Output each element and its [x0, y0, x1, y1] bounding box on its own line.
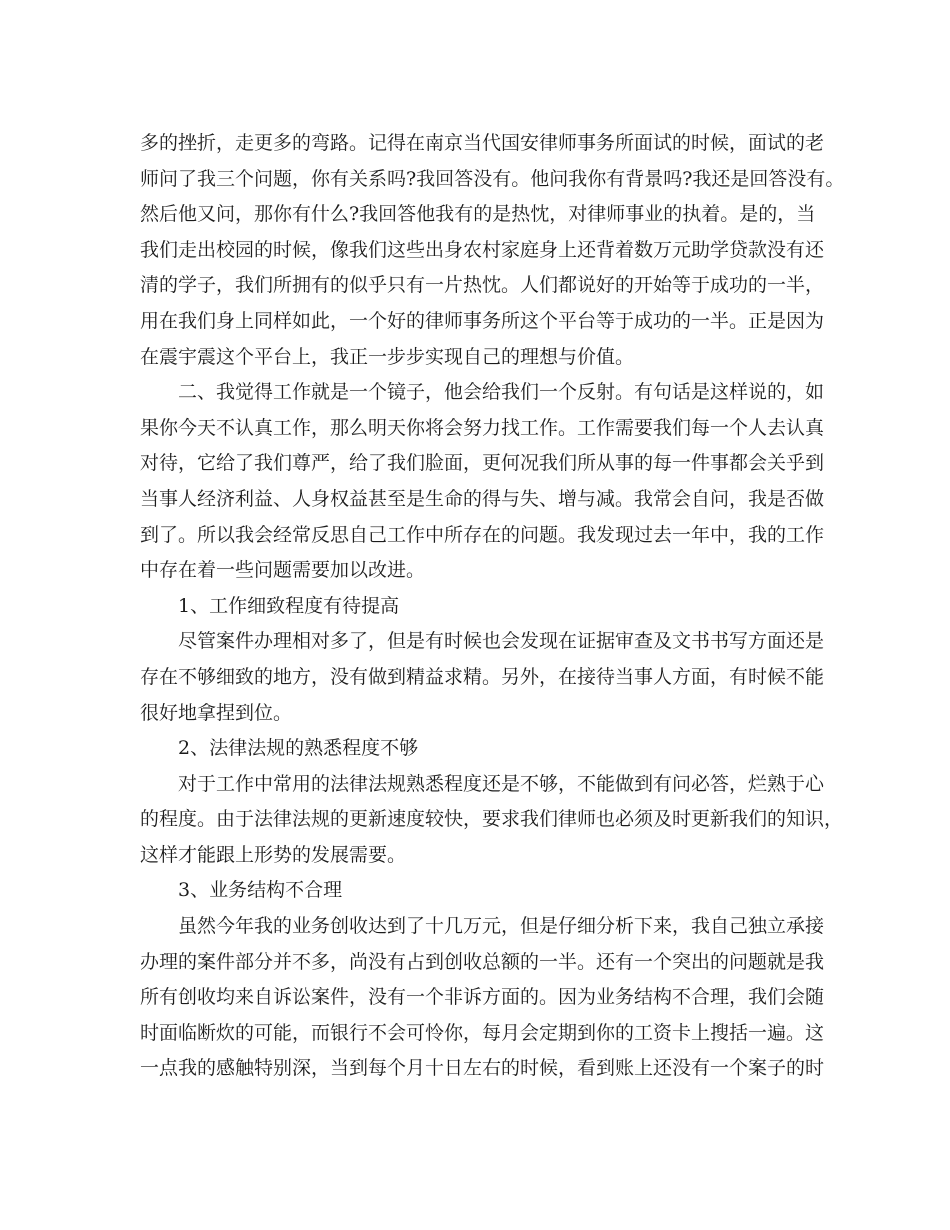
text-line: 用在我们身上同样如此，一个好的律师事务所这个平台等于成功的一半。正是因为 — [140, 309, 825, 332]
section-heading: 3、业务结构不合理 — [178, 879, 343, 902]
document-body — [140, 126, 845, 1087]
text-line: 一点我的感触特别深，当到每个月十日左右的时候，看到账上还没有一个案子的时 — [140, 1057, 825, 1080]
text-line: 到了。所以我会经常反思自己工作中所存在的问题。我发现过去一年中，我的工作 — [140, 523, 825, 546]
text-line: 二、我觉得工作就是一个镜子，他会给我们一个反射。有句话是这样说的，如 — [178, 381, 825, 404]
text-line: 存在不够细致的地方，没有做到精益求精。另外，在接待当事人方面，有时候不能 — [140, 665, 825, 688]
text-line: 我们走出校园的时候，像我们这些出身农村家庭身上还背着数万元助学贷款没有还 — [140, 238, 825, 261]
text-line: 在震宇震这个平台上，我正一步步实现自己的理想与价值。 — [140, 345, 635, 368]
text-line: 尽管案件办理相对多了，但是有时候也会发现在证据审查及文书书写方面还是 — [178, 630, 825, 653]
text-line: 所有创收均来自诉讼案件，没有一个非诉方面的。因为业务结构不合理，我们会随 — [140, 986, 825, 1009]
text-line: 时面临断炊的可能，而银行不会可怜你，每月会定期到你的工资卡上搜括一遍。这 — [140, 1021, 825, 1044]
text-line: 对待，它给了我们尊严，给了我们脸面，更何况我们所从事的每一件事都会关乎到 — [140, 452, 825, 475]
text-line: 当事人经济利益、人身权益甚至是生命的得与失、增与减。我常会自问，我是否做 — [140, 487, 825, 510]
text-line: 师问了我三个问题，你有关系吗?我回答没有。他问我你有背景吗?我还是回答没有。 — [140, 167, 845, 190]
text-line: 办理的案件部分并不多，尚没有占到创收总额的一半。还有一个突出的问题就是我 — [140, 950, 825, 973]
text-line: 中存在着一些问题需要加以改进。 — [140, 559, 426, 582]
text-line: 这样才能跟上形势的发展需要。 — [140, 843, 407, 866]
text-line: 很好地拿捏到位。 — [140, 701, 293, 724]
text-line: 虽然今年我的业务创收达到了十几万元，但是仔细分析下来，我自己独立承接 — [178, 915, 825, 938]
section-heading: 2、法律法规的熟悉程度不够 — [178, 737, 419, 760]
text-line: 清的学子，我们所拥有的似乎只有一片热忱。人们都说好的开始等于成功的一半， — [140, 274, 825, 297]
text-line: 多的挫折，走更多的弯路。记得在南京当代国安律师事务所面试的时候，面试的老 — [140, 132, 825, 154]
text-line: 果你今天不认真工作，那么明天你将会努力找工作。工作需要我们每一个人去认真 — [140, 416, 825, 439]
text-line: 然后他又问，那你有什么?我回答他我有的是热忱，对律师事业的执着。是的，当 — [140, 203, 816, 226]
section-heading: 1、工作细致程度有待提高 — [178, 594, 400, 617]
text-line: 对于工作中常用的法律法规熟悉程度还是不够，不能做到有问必答，烂熟于心 — [178, 772, 825, 795]
text-line: 的程度。由于法律法规的更新速度较快，要求我们律师也必须及时更新我们的知识， — [140, 808, 844, 831]
